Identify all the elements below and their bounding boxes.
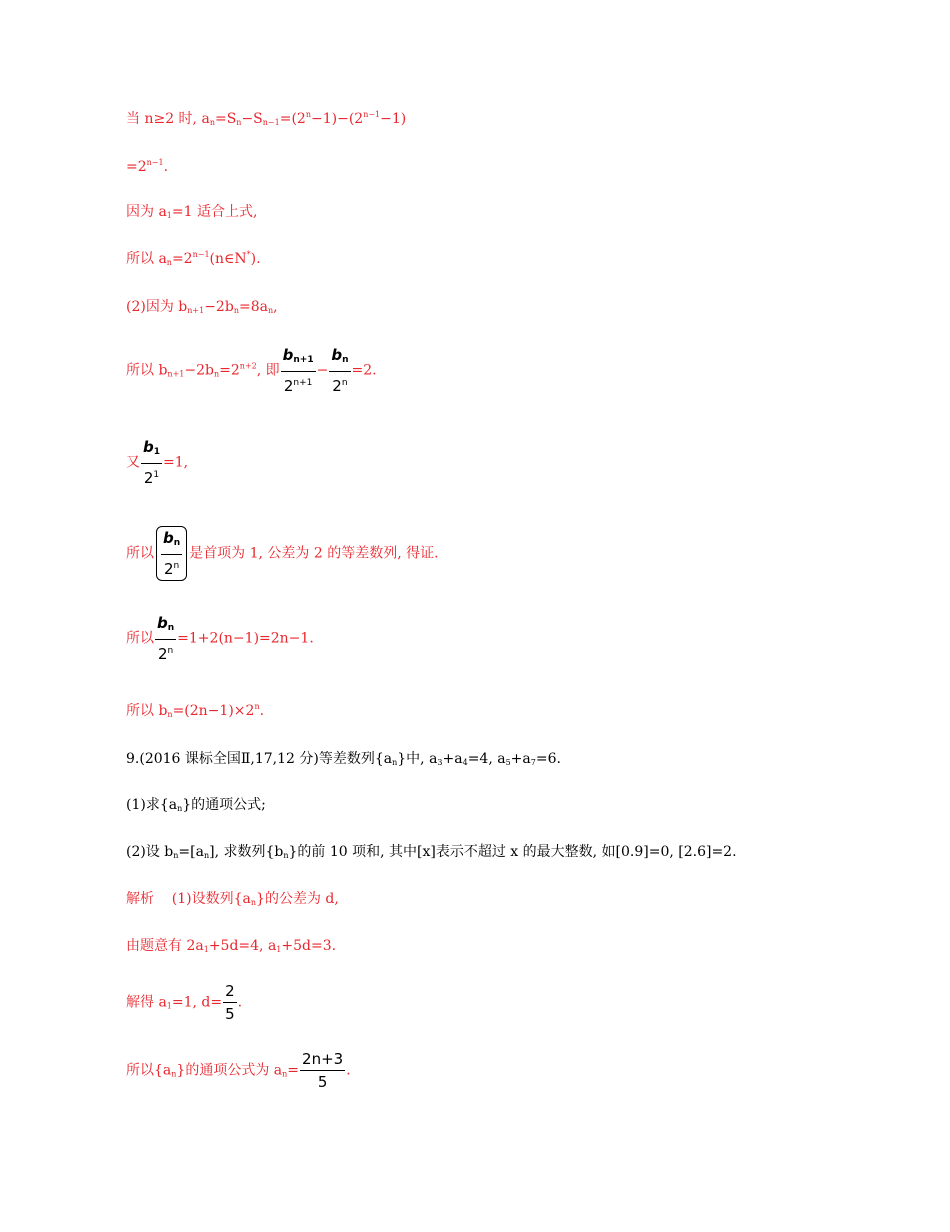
text-line-17: 所以$\{a_n\}$的通项公式为 $a_n=$ $\frac{2n+3}{5}$ . bbox=[126, 1050, 351, 1091]
text-line-1: 当 n≥2 时, $a_n=S_n-S_{n-1}=(2^n-1)-(2^{n-1}-1)$ bbox=[126, 110, 407, 127]
fraction-bn-over-2n: $\frac{bn}{2^n}$ bbox=[157, 614, 175, 663]
text-line-4: 所以 $a_n=2^{n-1}(n\in N^*)$. bbox=[126, 250, 261, 267]
fraction-bn-over-2n: $\frac{bn}{2^n}$ bbox=[163, 529, 181, 578]
text-line-16: 解得 $a_1=1$, d= $\frac{2}{5}$ . bbox=[126, 982, 243, 1023]
problem-9-part-1: (1)求$\{a_n\}$的通项公式; bbox=[126, 797, 266, 813]
text-line-5: (2)因为 $b_{n+1}-2b_n=8a_n$, bbox=[126, 299, 278, 315]
text-line-3: 因为 $a_1=1$ 适合上式, bbox=[126, 204, 258, 220]
fraction-bn1-over-2n1: $\frac{bn+1}{2^{n+1}}$ bbox=[282, 346, 314, 395]
text-line-9: 所以 $\frac{bn}{2^n}$ =1+2(n−1)=2n−1. bbox=[126, 614, 314, 663]
fraction-2n3-over-5: $\frac{2n+3}{5}$ bbox=[302, 1050, 344, 1091]
sequence-brace bbox=[156, 526, 187, 581]
text-line-8: 所以 $\frac{bn}{2^n}$ 是首项为 1, 公差为 2 的等差数列, 得证. bbox=[126, 526, 439, 581]
text-line-15: 由题意有 $2a_1+5d=4$, $a_1+5d=3$. bbox=[126, 938, 337, 954]
text-line-6: 所以 $b_{n+1}-2b_n=2^{n+2}$, 即 $\frac{bn+1}{2^{n+1}}$ − $\frac{bn}{2^n}$ =2. bbox=[126, 346, 377, 395]
text-line-10: 所以 $b_n=(2n-1)\times 2^n$. bbox=[126, 702, 265, 719]
text-line-7: 又 $\frac{b1}{2^1}$ =1, bbox=[126, 438, 189, 487]
solution-heading: 解析 (1)设数列$\{a_n\}$的公差为 d, bbox=[126, 891, 339, 907]
fraction-bn-over-2n: $\frac{bn}{2^n}$ bbox=[331, 346, 349, 395]
fraction-2-over-5: $\frac{2}{5}$ bbox=[225, 982, 235, 1023]
text-line-2: $=2^{n-1}$. bbox=[126, 158, 169, 175]
fraction-b1-over-21: $\frac{b1}{2^1}$ bbox=[143, 438, 161, 487]
problem-9-statement: 9.(2016 课标全国Ⅱ,17,12 分)等差数列$\{a_n\}$中, $a_3+a_4=4$, $a_5+a_7=6$. bbox=[126, 751, 561, 767]
problem-9-part-2: (2)设 $b_n=[a_n]$, 求数列$\{b_n\}$的前 10 项和, 其中[x]表示不超过 x 的最大整数, 如[0.9]=0, [2.6]=2. bbox=[126, 844, 737, 860]
